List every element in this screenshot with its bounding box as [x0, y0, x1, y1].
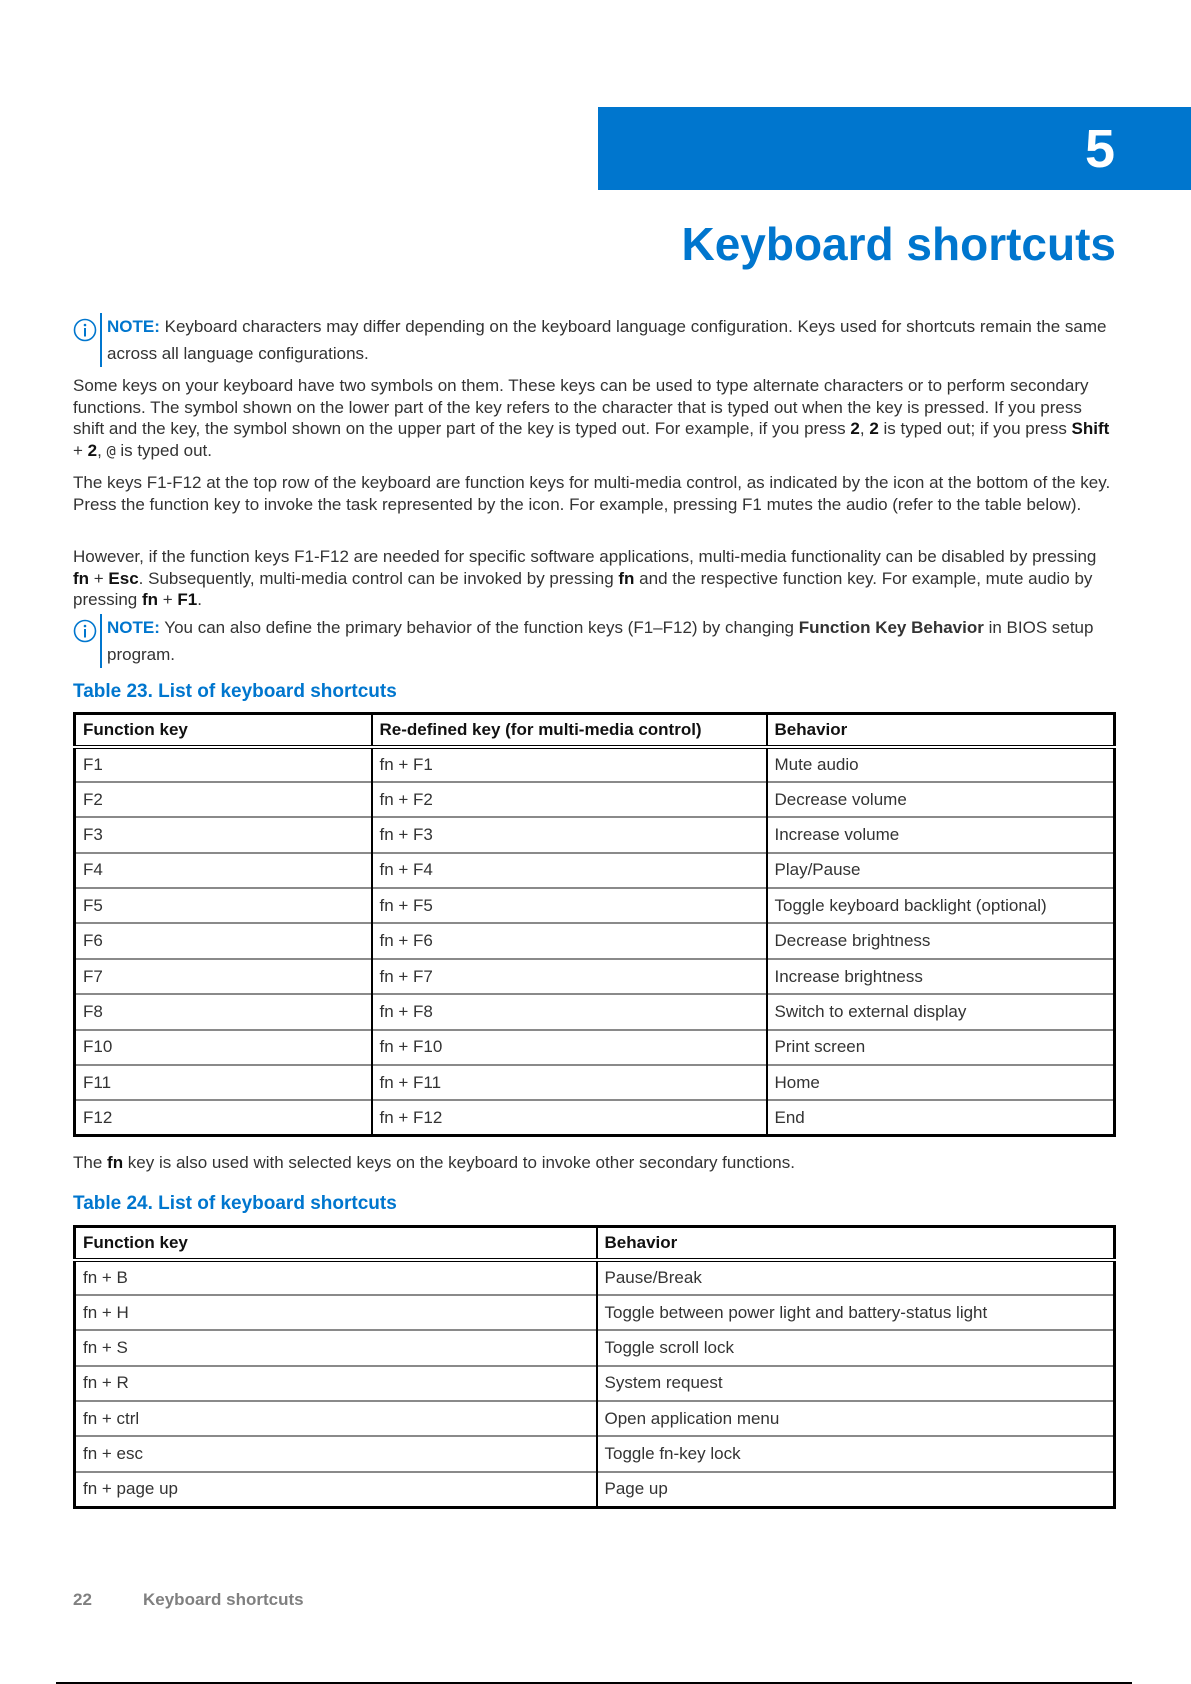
cell-function-key: F6 — [75, 923, 372, 958]
table-row — [75, 1065, 1115, 1100]
cell-behavior: Open application menu — [597, 1401, 1115, 1436]
bold-key: fn — [618, 568, 635, 588]
cell-function-key: F8 — [75, 994, 372, 1029]
cell-function-key: F1 — [83, 754, 103, 774]
table-row — [75, 1436, 1115, 1471]
cell-behavior: Toggle scroll lock — [597, 1330, 1115, 1365]
cell-behavior: Print screen — [767, 1030, 1115, 1065]
text: and the respective function key. For example, mute audio by pressing — [73, 568, 1093, 609]
cell-behavior: Increase volume — [767, 817, 1115, 852]
text: However, if the function keys F1-F12 are needed for specific software applications, multi-media functionality can be disabled by pressing — [73, 547, 1097, 566]
cell-redefined-key: fn + F1 — [372, 747, 767, 782]
table-row — [75, 923, 1115, 958]
note-label: NOTE: — [107, 317, 160, 336]
table-row — [75, 1030, 1115, 1065]
cell-function-key: F7 — [75, 959, 372, 994]
cell-redefined-key: fn + F5 — [372, 888, 767, 923]
table-row — [75, 1366, 1115, 1401]
bold-key: Shift — [1071, 419, 1110, 438]
cell-function-key: fn + H — [75, 1295, 597, 1330]
cell-behavior: Toggle fn-key lock — [597, 1436, 1115, 1471]
page-footer — [73, 1590, 304, 1610]
bold-key: 2 — [87, 440, 98, 460]
note-function-key-behavior — [73, 614, 1116, 668]
cell-behavior: Switch to external display — [767, 994, 1115, 1029]
paragraph-fn-secondary — [73, 1152, 1116, 1174]
note-language-config — [73, 313, 1116, 367]
table-row — [75, 994, 1115, 1029]
cell-behavior: Play/Pause — [767, 853, 1115, 888]
cell-function-key: fn + S — [75, 1330, 597, 1365]
cell-behavior: Home — [767, 1065, 1115, 1100]
table-row — [75, 959, 1115, 994]
cell-behavior: Pause/Break — [597, 1260, 1115, 1295]
cell-redefined-key: fn + F4 — [372, 853, 767, 888]
cell-function-key: F12 — [75, 1100, 372, 1135]
cell-function-key: fn + esc — [75, 1436, 597, 1471]
cell-function-key: F10 — [75, 1030, 372, 1065]
note-body — [100, 614, 1116, 668]
bold-key: Esc — [108, 568, 139, 588]
table-24-keyboard-shortcuts — [73, 1225, 1116, 1509]
note-body — [100, 313, 1116, 367]
cell-function-key: F11 — [75, 1065, 372, 1100]
bold-key: F1 — [177, 590, 198, 609]
cell-redefined-key: fn + F3 — [372, 817, 767, 852]
table-header-row — [75, 714, 1115, 747]
paragraph-function-keys: The keys F1-F12 at the top row of the keyboard are function keys for multi-media control, as indicated by the icon at the bottom of the key. Press the function key to invoke the task represented by the icon. For example, pressing F1 mutes the audio (refer to the table below). — [73, 473, 1111, 514]
cell-redefined-key: fn + F2 — [372, 782, 767, 817]
text: The — [73, 1153, 108, 1172]
info-circle-icon — [73, 318, 97, 342]
text: . — [197, 590, 202, 609]
text: is typed out; if you press — [878, 419, 1072, 438]
table-24-caption: Table 24. List of keyboard shortcuts — [73, 1193, 397, 1214]
bold-key: 2 — [850, 419, 860, 438]
table-row — [75, 747, 1115, 782]
table-row — [75, 817, 1115, 852]
cell-behavior: Decrease volume — [767, 782, 1115, 817]
bold-key: fn — [73, 568, 90, 588]
table-row — [75, 1260, 1115, 1295]
paragraph-two-symbol-keys — [73, 375, 1116, 462]
cell-function-key: F3 — [75, 817, 372, 852]
cell-behavior: Increase brightness — [767, 959, 1115, 994]
bold-key: 2 — [869, 419, 879, 438]
table-23-keyboard-shortcuts — [73, 712, 1116, 1137]
table-header-row — [75, 1227, 1115, 1260]
cell-behavior: Toggle keyboard backlight (optional) — [767, 888, 1115, 923]
cell-behavior: Toggle between power light and battery-status light — [597, 1295, 1115, 1330]
cell-function-key: fn + ctrl — [75, 1401, 597, 1436]
text: . Subsequently, multi-media control can be invoked by pressing — [138, 568, 619, 588]
chapter-number-band — [598, 107, 1191, 190]
cell-behavior: Decrease brightness — [767, 923, 1115, 958]
cell-behavior: Mute audio — [767, 747, 1115, 782]
footer-section-title: Keyboard shortcuts — [143, 1590, 304, 1609]
note-label: NOTE: — [107, 618, 160, 637]
at-symbol: @ — [106, 441, 116, 460]
note-text: in BIOS setup program. — [107, 618, 1094, 664]
column-header-function-key: Function key — [75, 1227, 597, 1260]
cell-redefined-key: fn + F7 — [372, 959, 767, 994]
column-header-function-key: Function key — [75, 714, 372, 747]
table-row — [75, 888, 1115, 923]
info-circle-icon — [73, 619, 97, 643]
table-row — [75, 782, 1115, 817]
table-23-caption: Table 23. List of keyboard shortcuts — [73, 681, 397, 702]
cell-behavior: Page up — [597, 1472, 1115, 1507]
table-row — [75, 1100, 1115, 1135]
cell-behavior: End — [767, 1100, 1115, 1135]
cell-function-key: F5 — [75, 888, 372, 923]
column-header-behavior: Behavior — [767, 714, 1115, 747]
cell-redefined-key: fn + F8 — [372, 994, 767, 1029]
table-row — [75, 1401, 1115, 1436]
text: + — [158, 590, 178, 609]
cell-redefined-key: fn + F11 — [372, 1065, 767, 1100]
page-number: 22 — [73, 1590, 92, 1609]
table-row — [75, 853, 1115, 888]
table-row — [75, 1330, 1115, 1365]
column-header-redefined-key: Re-defined key (for multi-media control) — [372, 714, 767, 747]
bold-setting: Function Key Behavior — [798, 618, 984, 637]
cell-function-key: F2 — [75, 782, 372, 817]
chapter-number: 5 — [1084, 119, 1115, 179]
cell-function-key: fn + B — [83, 1267, 128, 1287]
bold-key: fn — [141, 590, 159, 609]
column-header-behavior: Behavior — [597, 1227, 1115, 1260]
cell-function-key: F4 — [75, 853, 372, 888]
text: + — [73, 440, 88, 460]
text: , — [859, 419, 870, 438]
text: is typed out. — [115, 440, 212, 460]
paragraph-disable-multimedia — [73, 546, 1116, 611]
cell-function-key: fn + R — [75, 1366, 597, 1401]
table-row — [75, 1295, 1115, 1330]
cell-redefined-key: fn + F6 — [372, 923, 767, 958]
text: Some keys on your keyboard have two symbols on them. These keys can be used to type alternate characters or to perform secondary functions. The symbol shown on the lower part of the key refers to the character that is typed out when the key is pressed. If you press shift and the key, the symbol shown on the upper part of the key is typed out. For example, if you press — [73, 376, 1089, 438]
text: + — [89, 568, 109, 588]
cell-redefined-key: fn + F12 — [372, 1100, 767, 1135]
note-text: Keyboard characters may differ depending on the keyboard language configuration. Keys used for shortcuts remain the same across all language configurations. — [107, 317, 1107, 363]
text: key is also used with selected keys on the keyboard to invoke other secondary functions. — [123, 1153, 795, 1172]
bold-key: fn — [107, 1153, 124, 1172]
note-text: You can also define the primary behavior of the function keys (F1–F12) by changing — [159, 618, 799, 637]
cell-function-key: fn + page up — [75, 1472, 597, 1507]
text: , — [97, 440, 107, 460]
chapter-title: Keyboard shortcuts — [681, 218, 1116, 270]
cell-behavior: System request — [597, 1366, 1115, 1401]
cell-redefined-key: fn + F10 — [372, 1030, 767, 1065]
table-row — [75, 1472, 1115, 1507]
